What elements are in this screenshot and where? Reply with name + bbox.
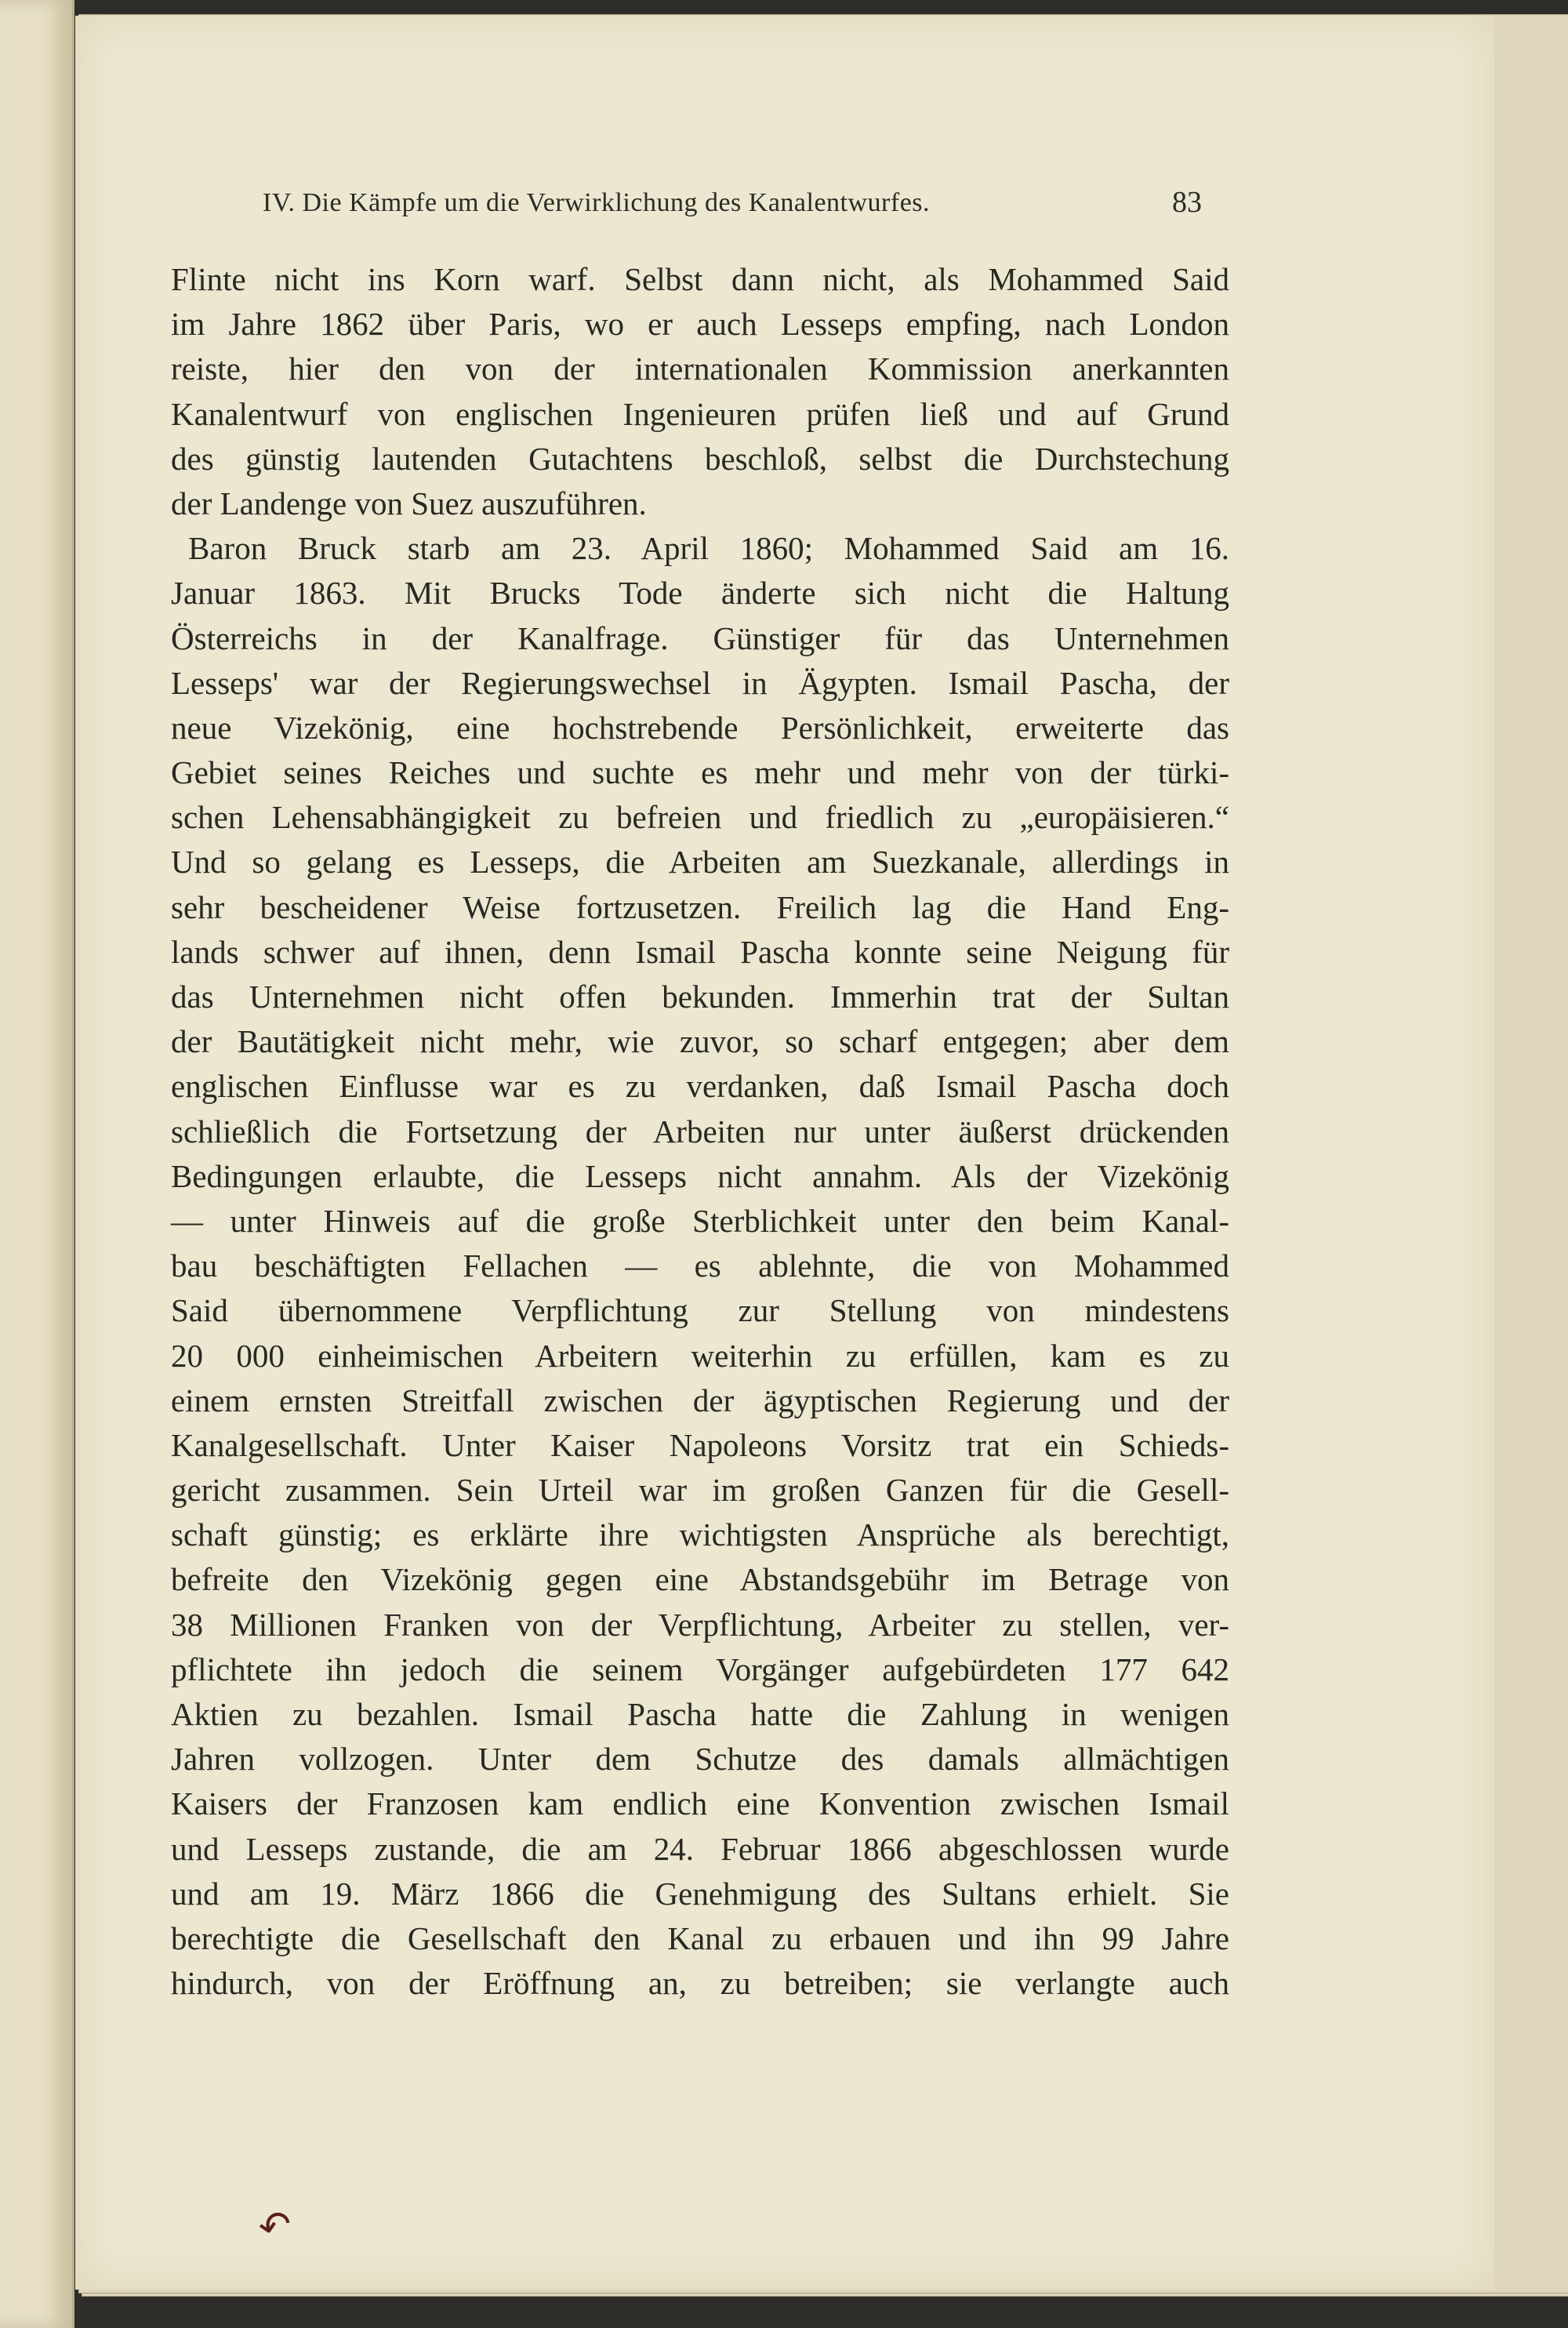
text-line: Flinte nicht ins Korn warf. Selbst dann nicht, als Mohammed Said (171, 261, 1229, 297)
text-line: Bedingungen erlaubte, die Lesseps nicht annahm. Als der Vizekönig (171, 1157, 1229, 1194)
text-line: Aktien zu bezahlen. Ismail Pascha hatte die Zahlung in wenigen (171, 1696, 1229, 1732)
text-line: einem ernsten Streitfall zwischen der ägyptischen Regierung und der (171, 1382, 1229, 1418)
text-line: sehr bescheidener Weise fortzusetzen. Freilich lag die Hand Eng- (171, 888, 1229, 925)
text-line: das Unternehmen nicht offen bekunden. Immerhin trat der Sultan (171, 979, 1229, 1015)
text-line: im Jahre 1862 über Paris, wo er auch Lesseps empfing, nach London (171, 306, 1229, 343)
text-line: und am 19. März 1866 die Genehmigung des Sultans erhielt. Sie (171, 1875, 1229, 1912)
text-line: der Bautätigkeit nicht mehr, wie zuvor, so scharf entgegen; aber dem (171, 1023, 1229, 1060)
text-line: schließlich die Fortsetzung der Arbeiten nur unter äußerst drückenden (171, 1113, 1229, 1149)
text-line: Jahren vollzogen. Unter dem Schutze des damals allmächtigen (171, 1741, 1229, 1778)
text-line: befreite den Vizekönig gegen eine Abstandsgebühr im Betrage von (171, 1561, 1229, 1598)
text-line: pflichtete ihn jedoch die seinem Vorgänger aufgebürdeten 177 642 (171, 1651, 1229, 1687)
text-line: berechtigte die Gesellschaft den Kanal zu erbauen und ihn 99 Jahre (171, 1919, 1229, 1956)
text-line: Österreichs in der Kanalfrage. Günstiger für das Unternehmen (171, 619, 1229, 656)
text-line: Kaisers der Franzosen kam endlich eine Konvention zwischen Ismail (171, 1785, 1229, 1822)
text-line: und Lesseps zustande, die am 24. Februar 1866 abgeschlossen wurde (171, 1830, 1229, 1867)
facing-page-edge (0, 0, 74, 2328)
body-text (171, 257, 1229, 2006)
text-line: Said übernommene Verpflichtung zur Stellung von mindestens (171, 1292, 1229, 1329)
text-line: gericht zusammen. Sein Urteil war im großen Ganzen für die Gesell- (171, 1472, 1229, 1509)
running-head: IV. Die Kämpfe um die Verwirklichung des Kanalentwurfes. (263, 188, 931, 217)
text-line: der Landenge von Suez auszuführen. (171, 485, 647, 521)
text-line: lands schwer auf ihnen, denn Ismail Pascha konnte seine Neigung für (171, 933, 1229, 970)
text-line: 20 000 einheimischen Arbeitern weiterhin zu erfüllen, kam es zu (171, 1337, 1229, 1374)
page-number: 83 (1172, 186, 1202, 219)
text-line: Kanalentwurf von englischen Ingenieuren prüfen ließ und auf Grund (171, 395, 1229, 432)
text-line: Lesseps' war der Regierungswechsel in Ägypten. Ismail Pascha, der (171, 664, 1229, 701)
text-line: englischen Einflusse war es zu verdanken, daß Ismail Pascha doch (171, 1068, 1229, 1105)
text-line: reiste, hier den von der internationalen Kommission anerkannten (171, 350, 1229, 387)
pencil-mark: ↶ (255, 2201, 296, 2251)
text-line: neue Vizekönig, eine hochstrebende Persönlichkeit, erweiterte das (171, 709, 1229, 746)
text-line: Januar 1863. Mit Brucks Tode änderte sich nicht die Haltung (171, 575, 1229, 612)
text-line: 38 Millionen Franken von der Verpflichtung, Arbeiter zu stellen, ver- (171, 1606, 1229, 1643)
text-line: Und so gelang es Lesseps, die Arbeiten am Suezkanale, allerdings in (171, 844, 1229, 881)
text-line: schaft günstig; es erklärte ihre wichtigsten Ansprüche als berechtigt, (171, 1516, 1229, 1553)
text-line: hindurch, von der Eröffnung an, zu betreiben; sie verlangte auch (171, 1965, 1229, 2002)
text-line: Kanalgesellschaft. Unter Kaiser Napoleons Vorsitz trat ein Schieds- (171, 1426, 1229, 1463)
text-line: Baron Bruck starb am 23. April 1860; Mohammed Said am 16. (188, 530, 1229, 567)
text-line: — unter Hinweis auf die große Sterblichkeit unter den beim Kanal- (171, 1202, 1229, 1239)
text-line: schen Lehensabhängigkeit zu befreien und friedlich zu „europäisieren.“ (171, 799, 1229, 836)
text-line: des günstig lautenden Gutachtens beschloß, selbst die Durchstechung (171, 440, 1229, 477)
text-line: Gebiet seines Reiches und suchte es mehr und mehr von der türki- (171, 754, 1229, 791)
text-line: bau beschäftigten Fellachen — es ablehnte, die von Mohammed (171, 1248, 1229, 1284)
